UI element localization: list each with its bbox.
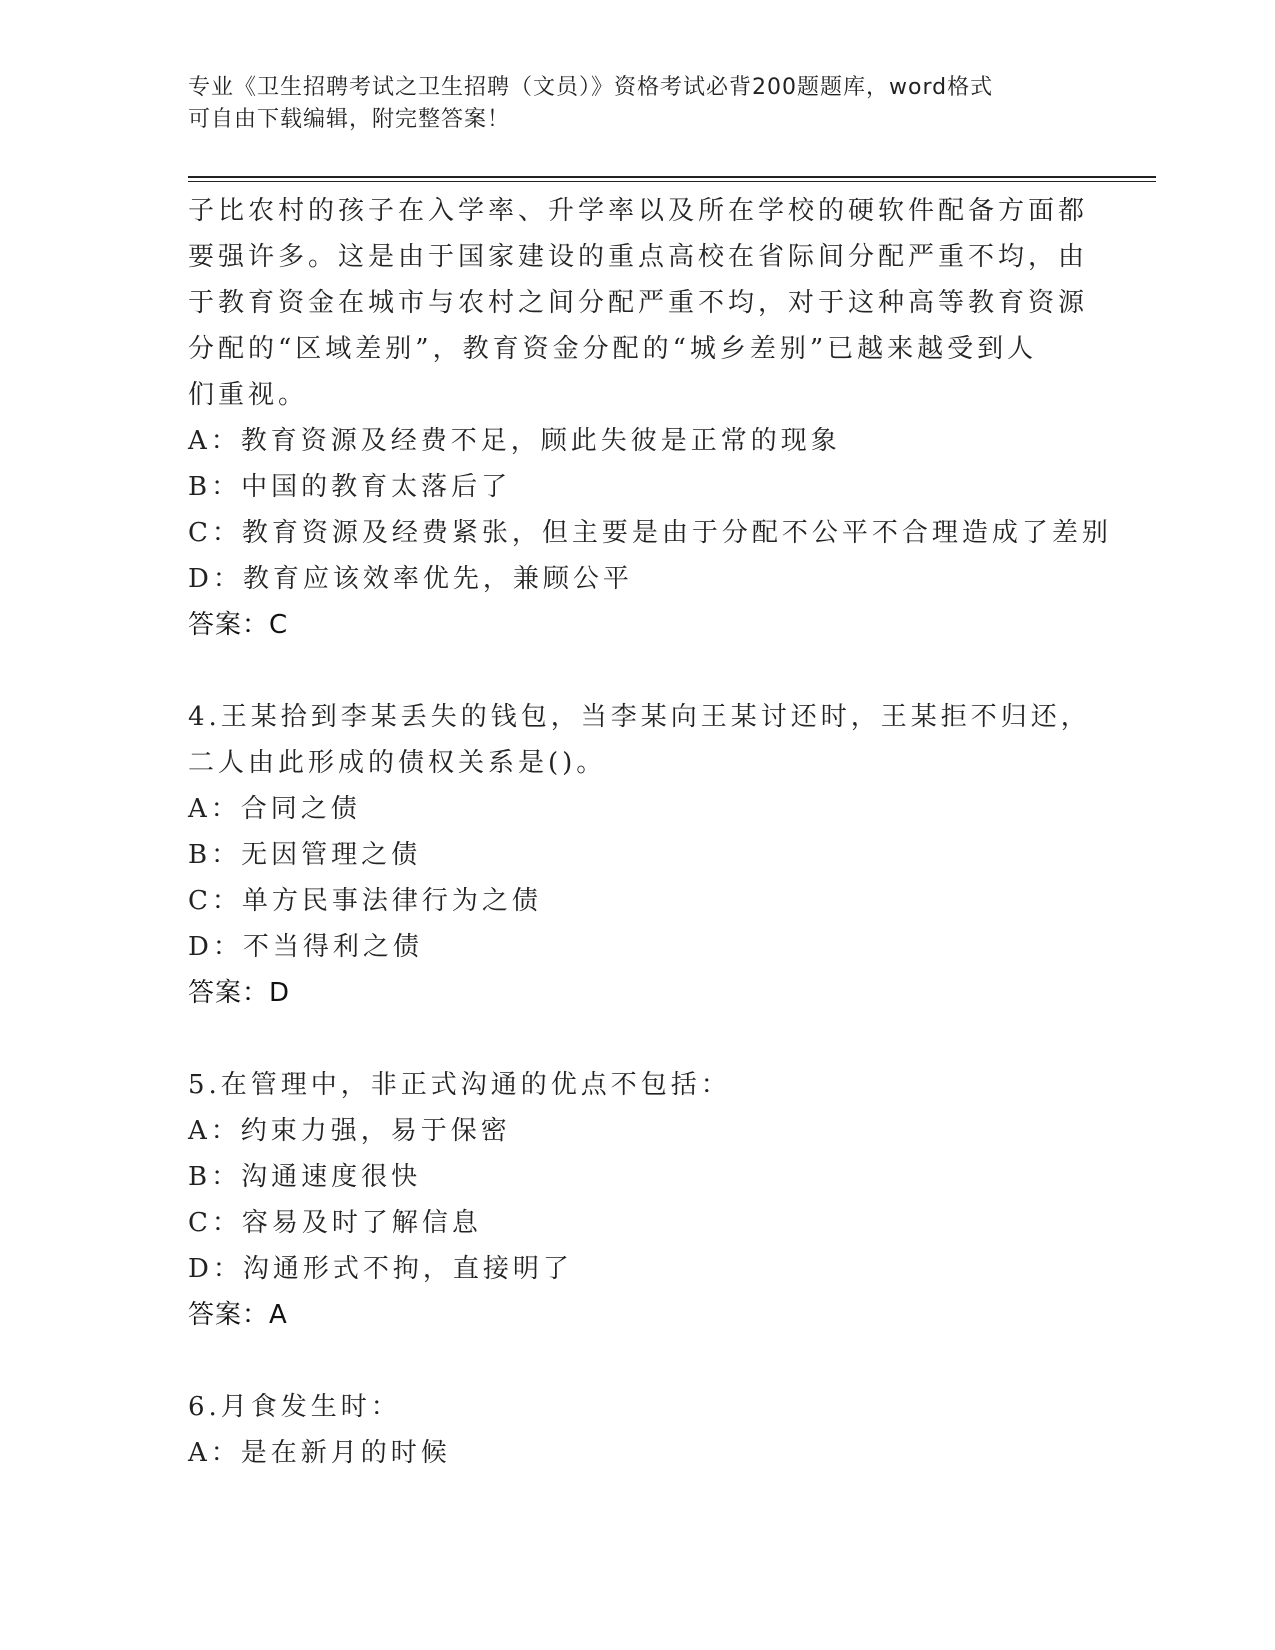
option-c: C：单方民事法律行为之债 [188, 886, 542, 916]
question-text-line: 于教育资金在城市与农村之间分配严重不均，对于这种高等教育资源 [188, 288, 1089, 318]
option-c: C：容易及时了解信息 [188, 1208, 482, 1238]
question-text-line: 二人由此形成的债权关系是()。 [188, 748, 607, 778]
question-text-line: 要强许多。这是由于国家建设的重点高校在省际间分配严重不均，由 [188, 242, 1089, 272]
spacer [188, 648, 1088, 694]
question-5 [188, 1062, 1088, 1338]
option-d: D：教育应该效率优先，兼顾公平 [188, 564, 633, 594]
question-3 [188, 188, 1112, 648]
question-text-line: 4.王某拾到李某丢失的钱包，当李某向王某讨还时，王某拒不归还， [188, 702, 1091, 732]
question-text-line: 们重视。 [188, 380, 309, 410]
option-b: B：无因管理之债 [188, 840, 422, 870]
option-a: A：是在新月的时候 [188, 1438, 451, 1468]
header-divider-thick [188, 176, 1156, 178]
option-c: C：教育资源及经费紧张，但主要是由于分配不公平不合理造成了差别 [188, 518, 1112, 548]
header-title-line-1: 专业《卫生招聘考试之卫生招聘（文员）》资格考试必背200题题库，word格式 [188, 75, 994, 100]
question-4 [188, 694, 1091, 1016]
option-b: B：沟通速度很快 [188, 1162, 422, 1192]
answer-label: 答案：C [188, 610, 289, 640]
option-a: A：约束力强，易于保密 [188, 1116, 511, 1146]
answer-label: 答案：A [188, 1300, 288, 1330]
page-header [188, 72, 1068, 136]
spacer [188, 1338, 1088, 1384]
spacer [188, 1016, 1088, 1062]
header-title-line-2: 可自由下载编辑，附完整答案！ [188, 107, 511, 132]
option-d: D：沟通形式不拘，直接明了 [188, 1254, 573, 1284]
option-a: A：教育资源及经费不足，顾此失彼是正常的现象 [188, 426, 841, 456]
question-text-line: 分配的“区域差别”，教育资金分配的“城乡差别”已越来越受到人 [188, 334, 1038, 364]
question-text-line: 子比农村的孩子在入学率、升学率以及所在学校的硬软件配备方面都 [188, 196, 1089, 226]
header-divider-thin [188, 181, 1156, 182]
question-text-line: 6.月食发生时： [188, 1392, 401, 1422]
question-text-line: 5.在管理中，非正式沟通的优点不包括： [188, 1070, 731, 1100]
option-a: A：合同之债 [188, 794, 361, 824]
question-6 [188, 1384, 1088, 1476]
document-body [188, 188, 1112, 1476]
option-b: B：中国的教育太落后了 [188, 472, 512, 502]
option-d: D：不当得利之债 [188, 932, 423, 962]
answer-label: 答案：D [188, 978, 291, 1008]
